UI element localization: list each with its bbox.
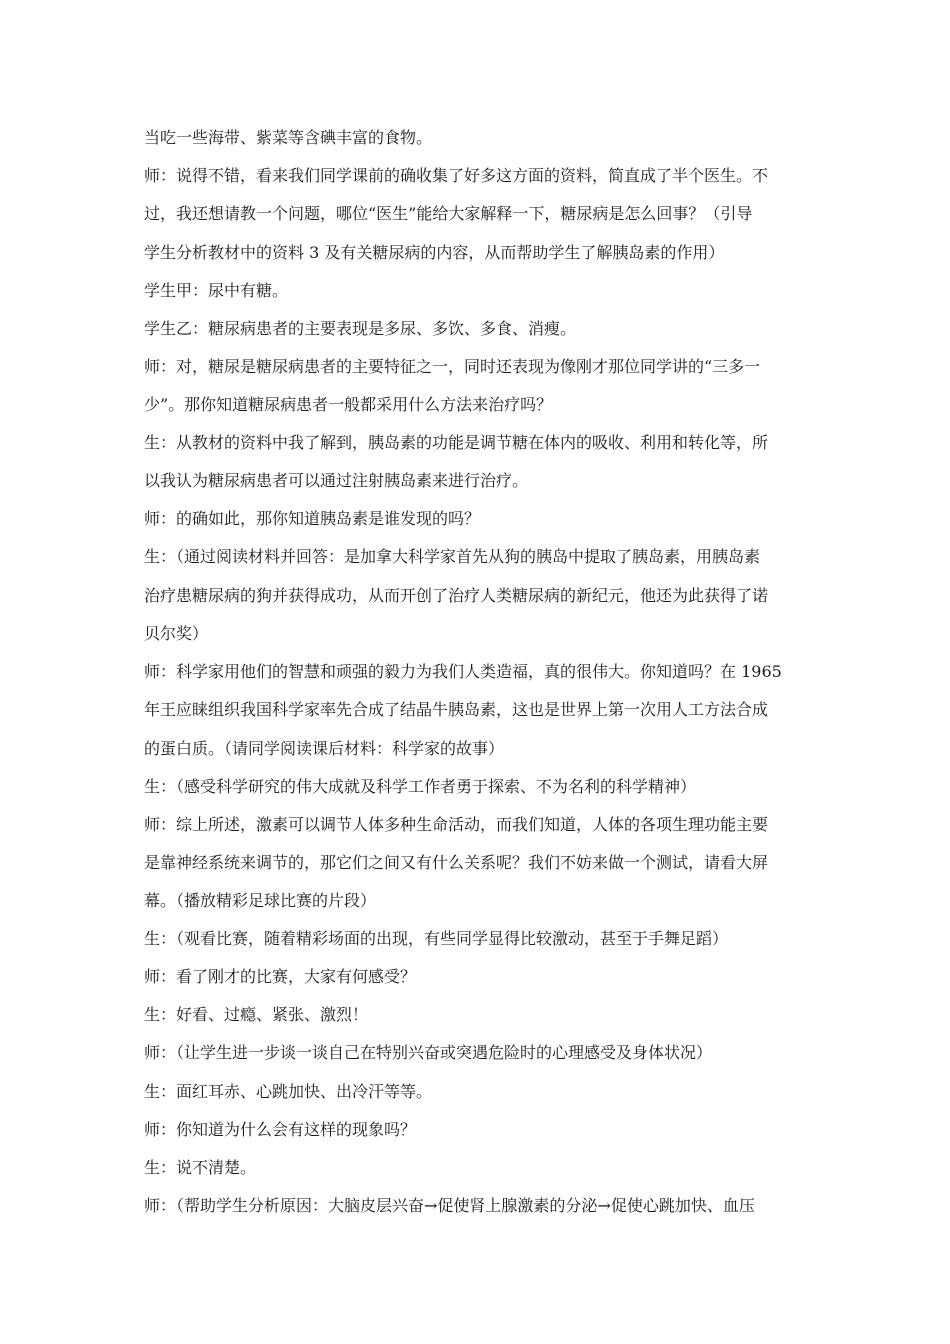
- text-line: 是靠神经系统来调节的，那它们之间又有什么关系呢？我们不妨来做一个测试，请看大屏: [144, 853, 769, 872]
- text-line: 生：（通过阅读材料并回答：是加拿大科学家首先从狗的胰岛中提取了胰岛素，用胰岛素: [144, 547, 761, 566]
- text-line: 生：好看、过瘾、紧张、激烈！: [144, 1005, 369, 1024]
- text-line: 贝尔奖）: [144, 624, 209, 643]
- text-line: 师：你知道为什么会有这样的现象吗？: [144, 1120, 417, 1139]
- text-line: 幕。（播放精彩足球比赛的片段）: [144, 891, 377, 910]
- text-line: 年王应睐组织我国科学家率先合成了结晶牛胰岛素，这也是世界上第一次用人工方法合成: [144, 700, 769, 719]
- text-line: 以我认为糖尿病患者可以通过注射胰岛素来进行治疗。: [144, 471, 529, 490]
- text-line: 师：的确如此，那你知道胰岛素是谁发现的吗？: [144, 509, 481, 528]
- text-line: 生：说不清楚。: [144, 1158, 257, 1177]
- text-line: 少”。那你知道糖尿病患者一般都采用什么方法来治疗吗？: [144, 395, 553, 414]
- text-line: 师：（帮助学生分析原因：大脑皮层兴奋→促使肾上腺激素的分泌→促使心跳加快、血压: [144, 1196, 755, 1215]
- text-line: 治疗患糖尿病的狗并获得成功，从而开创了治疗人类糖尿病的新纪元，他还为此获得了诺: [144, 586, 769, 605]
- text-line: 学生分析教材中的资料 3 及有关糖尿病的内容，从而帮助学生了解胰岛素的作用）: [144, 243, 725, 262]
- text-line: 的蛋白质。（请同学阅读课后材料：科学家的故事）: [144, 739, 505, 758]
- text-line: 师：（让学生进一步谈一谈自己在特别兴奋或突遇危险时的心理感受及身体状况）: [144, 1043, 713, 1062]
- text-line: 生：（感受科学研究的伟大成就及科学工作者勇于探索、不为名利的科学精神）: [144, 777, 697, 796]
- text-line: 师：看了刚才的比赛，大家有何感受？: [144, 967, 417, 986]
- text-line: 师：对，糖尿是糖尿病患者的主要特征之一，同时还表现为像刚才那位同学讲的“三多一: [144, 357, 761, 376]
- text-line: 过，我还想请教一个问题，哪位“医生”能给大家解释一下，糖尿病是怎么回事？（引导: [144, 204, 753, 223]
- text-line: 生：面红耳赤、心跳加快、出冷汗等等。: [144, 1082, 433, 1101]
- text-line: 师：综上所述，激素可以调节人体多种生命活动，而我们知道，人体的各项生理功能主要: [144, 815, 769, 834]
- text-line: 生：从教材的资料中我了解到，胰岛素的功能是调节糖在体内的吸收、利用和转化等，所: [144, 433, 769, 452]
- text-line: 学生乙：糖尿病患者的主要表现是多尿、多饮、多食、消瘦。: [144, 319, 577, 338]
- text-line: 师：科学家用他们的智慧和顽强的毅力为我们人类造福，真的很伟大。你知道吗？在 1965: [144, 662, 782, 681]
- text-line: 当吃一些海带、紫菜等含碘丰富的食物。: [144, 128, 433, 147]
- text-line: 学生甲：尿中有糖。: [144, 281, 289, 300]
- text-line: 生：（观看比赛，随着精彩场面的出现，有些同学显得比较激动，甚至于手舞足蹈）: [144, 929, 729, 948]
- text-line: 师：说得不错，看来我们同学课前的确收集了好多这方面的资料，简直成了半个医生。不: [144, 166, 769, 185]
